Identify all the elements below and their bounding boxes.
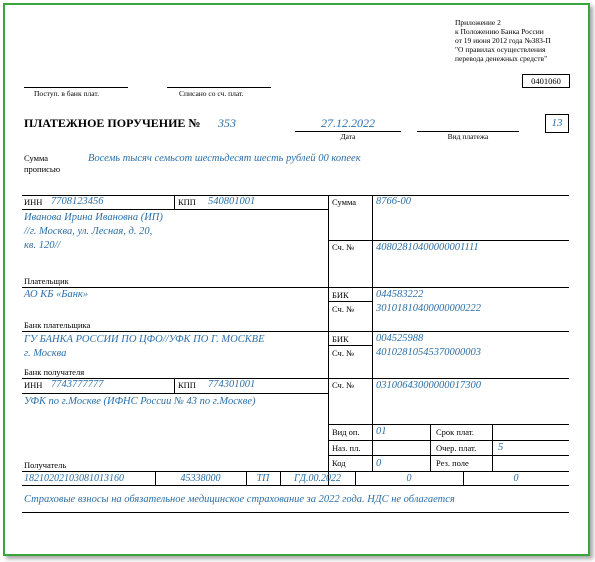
recipient-bank-label: Банк получателя — [24, 367, 85, 377]
payer-name-line: //г. Москва, ул. Лесная, д. 20, — [24, 226, 153, 237]
appendix-line: перевода денежных средств" — [455, 54, 548, 63]
table-line — [22, 378, 569, 379]
recipient-kpp: 774301001 — [208, 379, 256, 390]
payment-type-label: Вид платежа — [447, 132, 489, 141]
deadline-label: Срок плат. — [436, 427, 474, 437]
recipient-bik: 004525988 — [376, 333, 424, 344]
payer-name-line: Иванова Ирина Ивановна (ИП) — [24, 212, 163, 223]
written-off-line — [167, 87, 271, 88]
table-line — [22, 485, 569, 486]
payer-label: Плательщик — [24, 276, 69, 286]
payer-bik: 044583222 — [376, 289, 424, 300]
recipient-name: УФК по г.Москве (ИФНС России № 43 по г.Москве) — [24, 396, 256, 407]
order-date: 27.12.2022 — [321, 116, 375, 130]
table-line — [372, 195, 373, 471]
recipient-bank-name-line: ГУ БАНКА РОССИИ ПО ЦФО//УФК ПО Г. МОСКВЕ — [24, 334, 265, 345]
payer-name — [24, 211, 163, 253]
code-label: Код — [332, 458, 346, 468]
table-line — [22, 195, 569, 196]
payer-kpp: 540801001 — [208, 196, 256, 207]
appendix-line: "О правилах осуществления — [455, 45, 546, 54]
table-line — [22, 393, 328, 394]
table-line — [22, 331, 569, 332]
table-line — [22, 512, 569, 513]
table-line — [22, 471, 569, 472]
bank-received-line — [24, 87, 128, 88]
payer-bank-name: АО КБ «Банк» — [24, 289, 89, 300]
recipient-inn-label: ИНН — [24, 380, 43, 390]
recipient-kpp-label: КПП — [178, 380, 196, 390]
table-line — [174, 195, 175, 209]
table-line — [328, 345, 372, 346]
tax-field-oktmo: 45338000 — [180, 473, 221, 484]
appendix-line: Приложение 2 — [455, 18, 501, 27]
payer-account: 40802810400000001111 — [376, 242, 479, 253]
amount-label: Сумма — [332, 197, 357, 207]
form-code: 0401060 — [522, 74, 570, 88]
recipient-corr-account: 40102810545370000003 — [376, 347, 481, 358]
table-line — [328, 455, 569, 456]
recipient-account-label: Сч. № — [332, 380, 355, 390]
table-line — [430, 424, 431, 471]
table-line — [328, 301, 372, 302]
page-title: ПЛАТЕЖНОЕ ПОРУЧЕНИЕ № — [24, 116, 201, 130]
tax-field-doc-number: 0 — [406, 473, 412, 484]
amount-words-label: Сумма прописью — [24, 153, 61, 174]
table-line — [22, 209, 328, 210]
recipient-bank-name-line: г. Москва — [24, 348, 67, 359]
date-label: Дата — [340, 132, 356, 141]
payer-corr-account: 30101810400000000222 — [376, 303, 481, 314]
payer-inn: 7708123456 — [51, 196, 104, 207]
appendix-note — [455, 18, 580, 63]
table-line — [328, 424, 569, 425]
payer-bank-label: Банк плательщика — [24, 320, 91, 330]
op-type: 01 — [376, 426, 387, 437]
table-line — [328, 195, 329, 485]
op-type-label: Вид оп. — [332, 427, 360, 437]
table-line — [328, 240, 569, 241]
recipient-account: 03100643000000017300 — [376, 380, 481, 391]
payer-kpp-label: КПП — [178, 197, 196, 207]
status-box: 13 — [545, 114, 569, 133]
written-off-label: Списано со сч. плат. — [179, 89, 244, 98]
payment-purpose: Страховые взносы на обязательное медицинское страхование за 2022 года. НДС не облагается — [24, 494, 455, 505]
recipient-bank-name — [24, 333, 265, 361]
tax-field-kbk: 18210202103081013160 — [24, 473, 124, 484]
appendix-line: от 19 июня 2012 года №383-П — [455, 36, 551, 45]
tax-field-doc-date: 0 — [513, 473, 519, 484]
recipient-label: Получатель — [24, 460, 67, 470]
payer-corr-account-label: Сч. № — [332, 304, 355, 314]
payer-name-line: кв. 120// — [24, 240, 61, 251]
order-number: 353 — [218, 116, 236, 130]
table-line — [328, 440, 569, 441]
appendix-line: к Положению Банка России — [455, 27, 544, 36]
table-line — [22, 287, 569, 288]
table-line — [174, 378, 175, 393]
priority-value: 5 — [498, 442, 504, 453]
code-value: 0 — [376, 458, 382, 469]
bank-received-label: Поступ. в банк плат. — [34, 89, 99, 98]
recipient-corr-account-label: Сч. № — [332, 348, 355, 358]
priority-label: Очер. плат. — [436, 443, 477, 453]
tax-field-basis: ТП — [256, 473, 270, 484]
payment-purpose-label: Наз. пл. — [332, 443, 361, 453]
amount-words: Восемь тысяч семьсот шестьдесят шесть рублей 00 копеек — [88, 153, 361, 164]
payer-account-label: Сч. № — [332, 242, 355, 252]
reserve-label: Рез. поле — [436, 458, 469, 468]
amount-value: 8766-00 — [376, 196, 411, 207]
tax-field-period: ГД.00.2022 — [293, 473, 342, 484]
payer-inn-label: ИНН — [24, 197, 43, 207]
recipient-inn: 7743777777 — [51, 379, 104, 390]
payer-bik-label: БИК — [332, 290, 349, 300]
table-line — [492, 424, 493, 471]
recipient-bik-label: БИК — [332, 334, 349, 344]
